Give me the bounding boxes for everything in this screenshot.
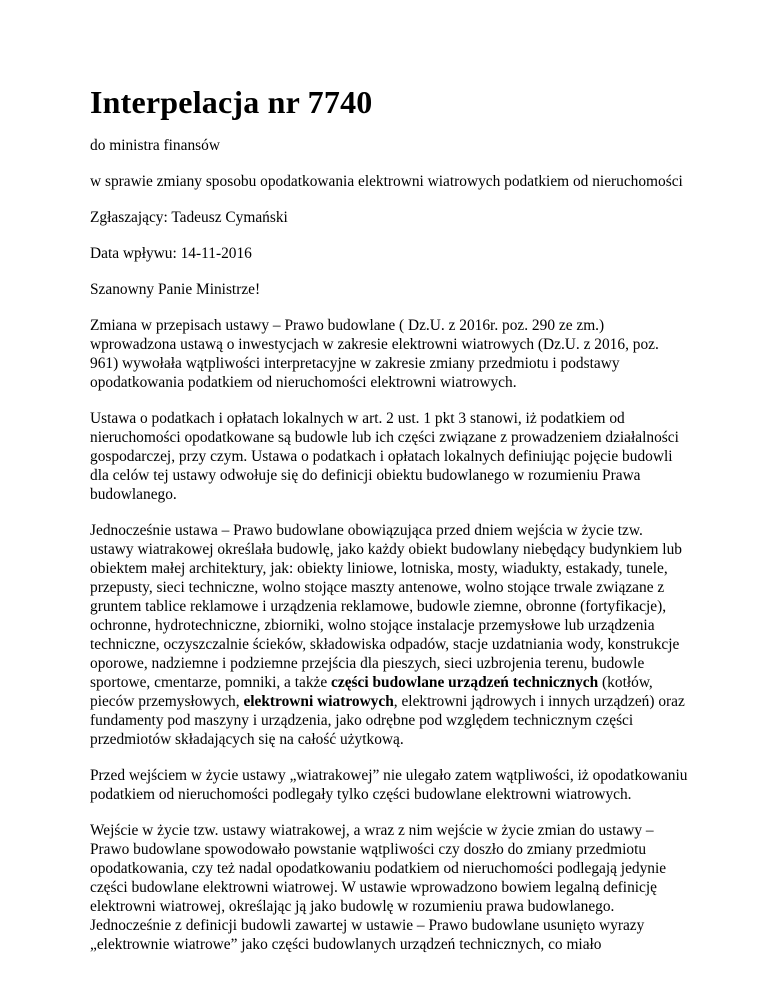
document-page — [90, 82, 688, 971]
subject-line: w sprawie zmiany sposobu opodatkowania elektrowni wiatrowych podatkiem od nieruchomości — [90, 173, 683, 190]
paragraph-3-text-1: Jednocześnie ustawa – Prawo budowlane obowiązująca przed dniem wejścia w życie tzw. ustawy wiatrakowej określała budowlę, jako każdy obiekt budowlany niebędący budynkiem lub obiektem małej architektury, jak: obiekty liniowe, lotniska, mosty, wiadukty, estakady, tunele, przepusty, sieci techniczne, wolno stojące maszty antenowe, wolno stojące trwale związane z gruntem tablice reklamowe i urządzenia reklamowe, budowle ziemne, obronne (fortyfikacje), ochronne, hydrotechniczne, zbiorniki, wolno stojące instalacje przemysłowe lub urządzenia techniczne, oczyszczalnie ścieków, składowiska odpadów, stacje uzdatniania wody, konstrukcje oporowe, nadziemne i podziemne przejścia dla pieszych, sieci uzbrojenia terenu, budowle sportowe, cmentarze, pomniki, a także — [90, 522, 682, 691]
document-title: Interpelacja nr 7740 — [90, 84, 373, 120]
paragraph-5: Wejście w życie tzw. ustawy wiatrakowej, a wraz z nim wejście w życie zmian do ustawy – Prawo budowlane spowodowało powstanie wątpliwości czy doszło do zmiany przedmiotu opodatkowania, czy też nadal opodatkowaniu podatkiem od nieruchomości podlegają jedynie części budowlane elektrowni wiatrowej. W ustawie wprowadzono bowiem legalną definicję elektrowni wiatrowej, określając ją jako budowlę w rozumieniu prawa budowlanego. Jednocześnie z definicji budowli zawartej w ustawie – Prawo budowlane usunięto wyrazy „elektrownie wiatrowe” jako części budowlanych urządzeń technicznych, co miało — [90, 822, 667, 953]
paragraph-3-bold-2: elektrowni wiatrowych — [243, 693, 394, 710]
paragraph-3-bold-1: części budowlane urządzeń technicznych — [331, 674, 599, 691]
paragraph-3-text-2: (kotłów, pieców przemysłowych, — [90, 674, 653, 710]
recipient-line: do ministra finansów — [90, 137, 220, 154]
paragraph-1: Zmiana w przepisach ustawy – Prawo budowlane ( Dz.U. z 2016r. poz. 290 ze zm.) wprowadzona ustawą o inwestycjach w zakresie elektrowni wiatrowych (Dz.U. z 2016, poz. 961) wywołała wątpliwości interpretacyjne w zakresie zmiany przedmiotu i podstawy opodatkowania podatkiem od nieruchomości elektrowni wiatrowych. — [90, 317, 659, 391]
paragraph-3-text-3: , elektrowni jądrowych i innych urządzeń) oraz fundamenty pod maszyny i urządzenia, jako odrębne pod względem technicznym części przedmiotów składających się na całość użytkową. — [90, 693, 685, 748]
submitter-line: Zgłaszający: Tadeusz Cymański — [90, 209, 288, 226]
paragraph-2: Ustawa o podatkach i opłatach lokalnych w art. 2 ust. 1 pkt 3 stanowi, iż podatkiem od nieruchomości opodatkowane są budowle lub ich części związane z prowadzeniem działalności gospodarczej, przy czym. Ustawa o podatkach i opłatach lokalnych definiując pojęcie budowli dla celów tej ustawy odwołuje się do definicji obiektu budowlanego w rozumieniu Prawa budowlanego. — [90, 410, 679, 503]
paragraph-4: Przed wejściem w życie ustawy „wiatrakowej” nie ulegało zatem wątpliwości, iż opodatkowaniu podatkiem od nieruchomości podlegały tylko części budowlane elektrowni wiatrowych. — [90, 767, 688, 803]
paragraph-3 — [90, 521, 688, 749]
salutation: Szanowny Panie Ministrze! — [90, 281, 261, 298]
date-line: Data wpływu: 14-11-2016 — [90, 245, 252, 262]
